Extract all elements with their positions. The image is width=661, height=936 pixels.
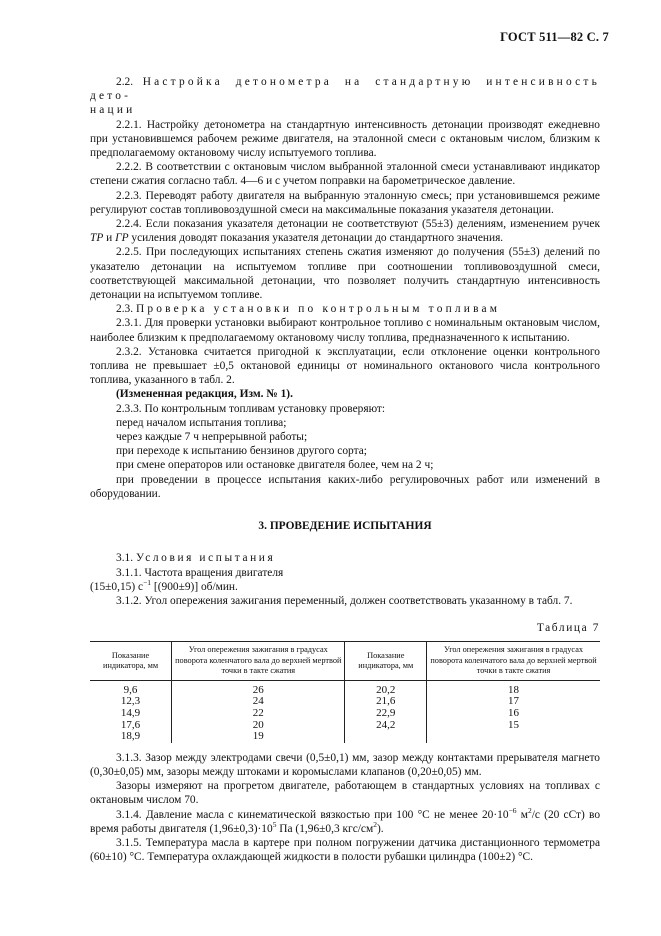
table-cell xyxy=(345,731,427,743)
text-run: /с (20 сСт) во время работы двигателя (1,96±0,3)·10 xyxy=(90,808,601,835)
text-run: ). xyxy=(376,822,384,835)
section-2-3-title xyxy=(90,302,600,316)
table-cell: 24 xyxy=(172,696,345,708)
paragraph-2-3-1: 2.3.1. Для проверки установки выбирают контрольное топливо с номинальным октановым числом, наиболее близким к предполагаемому октановому числу топлива, предназначенного к испытанию. xyxy=(90,317,600,344)
text-run: усиления доводят показания указателя детонации до стандартного значения. xyxy=(128,232,504,245)
table-caption: Таблица 7 xyxy=(536,622,600,635)
table-header-cell: Угол опережения зажигания в градусах поворота коленчатого вала до верхней мертвой точки в такте сжатия xyxy=(172,642,345,681)
paragraph-3-1-1: 3.1.1. Частота вращения двигателя xyxy=(116,566,284,579)
list-item: перед началом испытания топлива; xyxy=(116,416,287,429)
edit-note: (Измененная редакция, Изм. № 1). xyxy=(116,388,293,401)
text-run: [(900±9)] об/мин. xyxy=(151,580,238,593)
paragraph-2-2-3: 2.2.3. Переводят работу двигателя на выбранную эталонную смесь; при установившемся режиме регулируют состав топливовоздушной смеси на максимальные показания указателя детонации. xyxy=(90,189,600,216)
table-cell xyxy=(427,731,600,743)
superscript: −6 xyxy=(508,805,517,815)
list-item: через каждые 7 ч непрерывной работы; xyxy=(116,431,308,444)
table-row xyxy=(90,731,600,743)
table-header-cell: Показание индикатора, мм xyxy=(90,642,172,681)
table-cell: 17 xyxy=(427,696,600,708)
text-run: 3.1.4. Давление масла с кинематической вязкостью при 100 °С не менее 20·10 xyxy=(116,808,509,821)
table-cell: 22,9 xyxy=(345,708,427,720)
table-cell: 22 xyxy=(172,708,345,720)
text-run: м xyxy=(516,808,528,821)
list-item: при проведении в процессе испытания каких-либо регулировочных работ или изменений в оборудовании. xyxy=(90,473,600,500)
paragraph-3-1-2: 3.1.2. Угол опережения зажигания переменный, должен соответствовать указанному в табл. 7. xyxy=(116,594,573,607)
paragraph-2-2-5: 2.2.5. При последующих испытаниях степень сжатия изменяют до получения (55±3) делений по указателю детонации на испытуемом топливе при соотношении топливовоздушной смеси, соответствующей максимальной детонации, что позволяет получить стандартную интенсивность детонации на испытуемом топливе. xyxy=(90,246,600,302)
section-title-text: Проверка установки по контрольным топливам xyxy=(135,303,501,316)
table-row xyxy=(90,696,600,708)
table-header-cell: Показание индикатора, мм xyxy=(345,642,427,681)
paragraph-3-1-3-note: Зазоры измеряют на прогретом двигателе, работающем в стандартных условиях на топливах с октановым числом 70. xyxy=(90,780,600,807)
section-3-title: 3. ПРОВЕДЕНИЕ ИСПЫТАНИЯ xyxy=(258,520,432,533)
table-cell: 9,6 xyxy=(123,683,138,696)
superscript: 5 xyxy=(272,820,277,829)
page-header: ГОСТ 511—82 С. 7 xyxy=(500,30,609,44)
text-run: 2.2.4. Если показания указателя детонации не соответствуют (55±3) делениям, изменением ручек xyxy=(116,218,600,231)
table-cell: 21,6 xyxy=(345,696,427,708)
knob-tp: TP xyxy=(90,232,104,245)
table-cell: 19 xyxy=(172,731,345,743)
section-2-2-title-cont: нации xyxy=(90,104,136,117)
table-cell: 14,9 xyxy=(120,707,141,719)
paragraph-2-2-2: 2.2.2. В соответствии с октановым числом выбранной эталонной смеси устанавливают индикатор степени сжатия согласно табл. 4—6 и с учетом поправки на барометрическое давление. xyxy=(90,161,600,188)
paragraph-3-1-5: 3.1.5. Температура масла в картере при полном погружении датчика дистанционного термометра (60±10) °С. Температура охлаждающей жидкости в полости рубашки цилиндра (100±2) °С. xyxy=(90,837,600,864)
table-cell: 26 xyxy=(172,680,345,696)
section-title-text: Условия испытания xyxy=(135,552,276,565)
text-run: Па (1,96±0,3 кгс/см xyxy=(276,822,374,835)
table-cell: 24,2 xyxy=(345,720,427,732)
table-row xyxy=(90,708,600,720)
section-number: 2.2. xyxy=(116,76,143,88)
superscript: 2 xyxy=(373,820,377,829)
paragraph-2-2-1: 2.2.1. Настройку детонометра на стандартную интенсивность детонации производят ежедневно при установившемся рабочем режиме двигателя, на эталонной смеси с октановым числом, близким к предполагаемому октановому числу испытуемого топлива. xyxy=(90,118,600,160)
paragraph-3-1-4 xyxy=(90,805,601,836)
list-item: при смене операторов или остановке двигателя более, чем на 2 ч; xyxy=(116,459,434,472)
table-7 xyxy=(90,641,600,742)
superscript: 2 xyxy=(527,805,532,815)
section-3-1-title xyxy=(90,551,600,565)
section-title-text: Настройка детонометра на стандартную интенсивность дето- xyxy=(90,76,600,103)
paragraph-2-3-3: 2.3.3. По контрольным топливам установку проверяют: xyxy=(116,402,386,415)
knob-gr: ГР xyxy=(115,232,129,245)
table-cell: 20,2 xyxy=(345,680,427,696)
table-row xyxy=(90,680,600,696)
table-cell: 18,9 xyxy=(120,730,141,743)
document-body xyxy=(90,75,600,864)
section-2-2-title xyxy=(90,75,600,103)
superscript: −1 xyxy=(143,577,152,587)
table-cell: 12,3 xyxy=(120,695,141,708)
table-header-cell: Угол опережения зажигания в градусах поворота коленчатого вала до верхней мертвой точки в такте сжатия xyxy=(427,642,600,681)
paragraph-2-3-2: 2.3.2. Установка считается пригодной к эксплуатации, если отклонение оценки контрольного топлива не превышает ±0,5 октановой единицы от номинального октанового числа контрольного топлива, указанного в табл. 2. xyxy=(90,345,600,387)
table-cell: 15 xyxy=(427,720,600,732)
table-cell: 16 xyxy=(427,708,600,720)
list-item: при переходе к испытанию бензинов другого сорта; xyxy=(116,445,367,458)
paragraph-2-2-4 xyxy=(90,217,600,245)
paragraph-3-1-3: 3.1.3. Зазор между электродами свечи (0,5±0,1) мм, зазор между контактами прерывателя магнето (0,30±0,05) мм, зазоры между штоками и коромыслами клапанов (0,20±0,05) мм. xyxy=(90,751,600,778)
table-cell: 17,6 xyxy=(120,718,141,731)
text-run: (15±0,15) с xyxy=(90,580,144,593)
table-row xyxy=(90,720,600,732)
table-cell: 18 xyxy=(427,680,600,696)
text-run: и xyxy=(103,232,116,245)
table-cell: 20 xyxy=(172,720,345,732)
table-header-row xyxy=(90,642,600,681)
section-number: 2.3. xyxy=(116,303,136,316)
section-number: 3.1. xyxy=(116,552,136,565)
rotation-speed-value xyxy=(90,577,600,594)
